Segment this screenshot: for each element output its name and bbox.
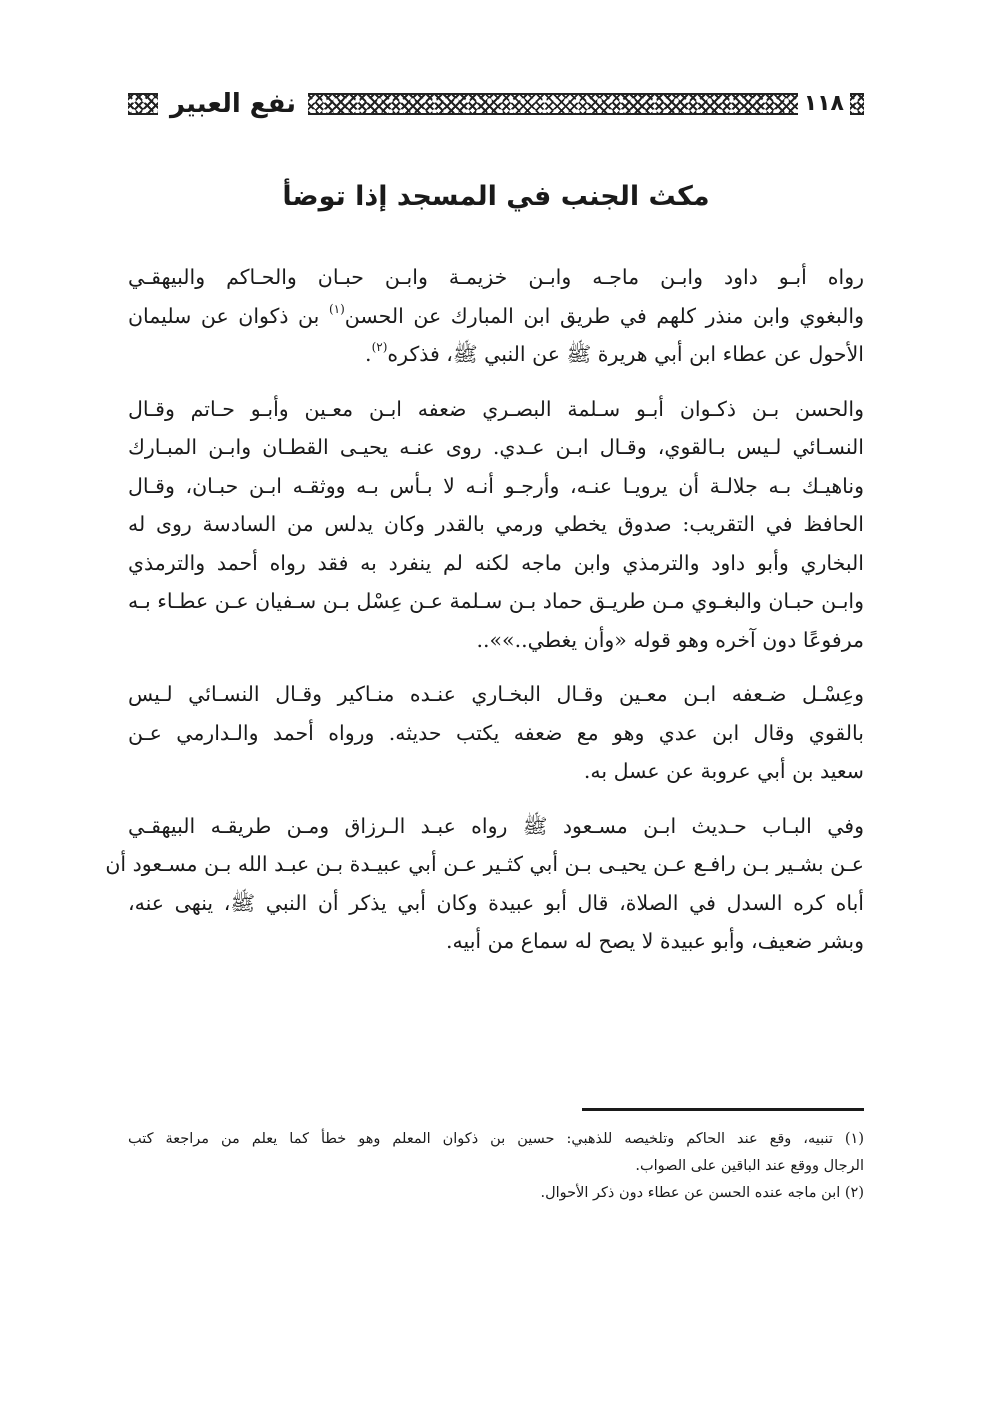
text-segment: الأحول عن عطاء ابن أبي هريرة ﷺ عن النبي ﷺ، فذكره (387, 342, 864, 366)
text-line: رواه أبـو داود وابـن ماجـه وابـن خزيمـة وابـن حبـان والحـاكم والبيهقـي (128, 265, 864, 289)
text-segment: . (365, 342, 372, 366)
footnote-2 (128, 1180, 864, 1207)
footnote-1 (128, 1126, 864, 1180)
text-line: وناهيـك بـه جلالـة أن يرويـا عنـه، وأرجـو أنـه لا بـأس بـه ووثقـه ابـن حبـان، وقـال (128, 473, 864, 498)
text-line: البخاري وأبو داود والترمذي وابن ماجه لكنه لم ينفرد به فقد رواه أحمد والترمذي (128, 550, 864, 575)
header-ornament-left (128, 93, 158, 115)
footnote-ref-1[interactable]: (١) (328, 301, 345, 316)
text-line: وابـن حبـان والبغـوي مـن طريـق حماد بـن سـلمة عـن عِسْل بـن سـفيان عـن عطـاء بـه (128, 589, 864, 613)
text-line: النسـائي لـيس بـالقوي، وقـال ابـن عـدي. روى عنـه يحيـى القطـان وابـن المبـارك (128, 435, 864, 459)
text-line: عـن بشـير بـن رافـع عـن يحيـى بـن أبي كثـير عـن أبي عبيـدة بـن عبـد الله بـن مسـعود أن (105, 852, 864, 876)
text-segment: والبغوي وابن منذر كلهم في طريق ابن المبارك عن الحسن (344, 303, 864, 328)
body-text (105, 258, 864, 977)
footnote-line: (٢) ابن ماجه عنده الحسن عن عطاء دون ذكر الأحوال. (540, 1185, 864, 1201)
text-line (128, 297, 864, 336)
text-line: الحافظ في التقريب: صدوق يخطي ورمي بالقدر وكان يدلس من السادسة روى له (128, 512, 864, 536)
footnote-ref-2[interactable]: (٢) (371, 340, 388, 354)
text-line: وعِسْـل ضـعفه ابـن معـين وقـال البخـاري عنـده منـاكير وقـال النسـائي لـيس (128, 682, 864, 706)
running-header (128, 86, 864, 122)
paragraph-3 (128, 675, 864, 791)
text-line: وبشر ضعيف، وأبو عبيدة لا يصح له سماع من أبيه. (446, 929, 864, 953)
header-ornament-band (308, 93, 798, 115)
text-line: وفي البـاب حـديث ابـن مسـعود ﷺ رواه عبـد الـرزاق ومـن طريقـه البيهقـي (128, 813, 864, 838)
page-number: ١١٨ (803, 91, 844, 116)
book-title: نفع العبير (170, 89, 297, 119)
footnote-divider (582, 1108, 864, 1111)
text-segment: بن ذكوان عن سليمان (128, 303, 320, 328)
footnote-line: (١) تنبيه، وقع عند الحاكم وتلخيصه للذهبي: حسين بن ذكوان المعلم وهو خطأ كما يعلم من مراجعة كتب (128, 1131, 864, 1147)
header-ornament-right (850, 93, 864, 115)
text-line: أباه كره السدل في الصلاة، قال أبو عبيدة وكان أبي يذكر أن النبي ﷺ، ينهى عنه، (128, 890, 864, 915)
paragraph-4 (105, 807, 864, 961)
footnotes (128, 1126, 864, 1207)
text-line (128, 335, 864, 374)
chapter-title: مكث الجنب في المسجد إذا توضأ (282, 181, 710, 212)
text-line: والحسن بـن ذكـوان أبـو سـلمة البصـري ضعفه ابـن معـين وأبـو حـاتم وقـال (128, 396, 864, 421)
text-line: سعيد بن أبي عروبة عن عسل به. (583, 759, 864, 783)
text-line: مرفوعًا دون آخره وهو قوله «وأن يغطي..»».. (476, 627, 864, 652)
paragraph-2 (128, 390, 864, 660)
paragraph-1 (128, 258, 864, 374)
footnote-line: الرجال ووقع عند الباقين على الصواب. (635, 1158, 864, 1174)
text-line: بالقوي وقال ابن عدي وهو مع ضعفه يكتب حديثه. ورواه أحمد والـدارمي عـن (128, 720, 864, 745)
